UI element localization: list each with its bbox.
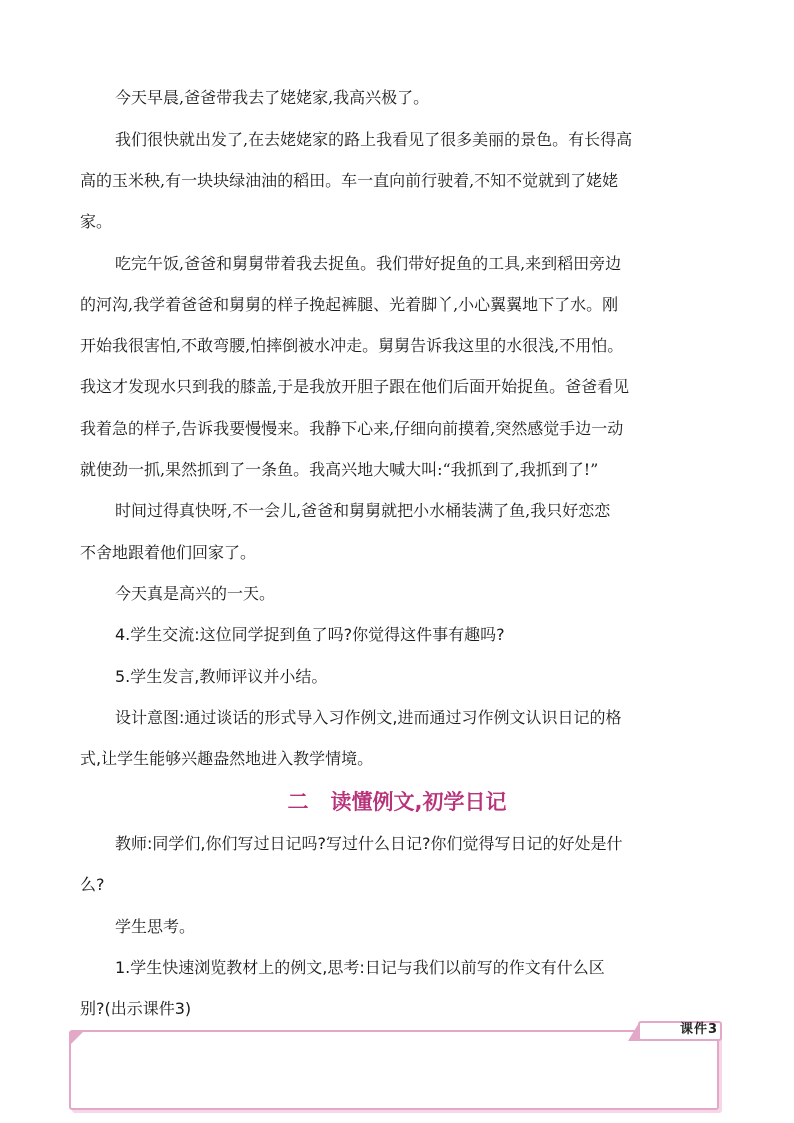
section-number: 二 <box>287 790 309 814</box>
narrative-line: 时间过得真快呀,不一会儿,爸爸和舅舅就把小水桶装满了鱼,我只好恋恋 <box>115 501 611 520</box>
courseware-box <box>69 1030 719 1110</box>
section-title: 读懂例文,初学日记 <box>330 790 507 814</box>
step-5-text: 5.学生发言,教师评议并小结。 <box>115 667 328 686</box>
narrative-line: 就使劲一抓,果然抓到了一条鱼。我高兴地大喊大叫:“我抓到了,我抓到了!” <box>80 460 599 479</box>
teacher-question: 么? <box>80 875 105 894</box>
narrative-line: 的河沟,我学着爸爸和舅舅的样子挽起裤腿、光着脚丫,小心翼翼地下了水。刚 <box>80 295 619 314</box>
narrative-line: 不舍地跟着他们回家了。 <box>80 543 257 562</box>
narrative-line: 今天真是高兴的一天。 <box>115 584 276 603</box>
design-intent-text: 式,让学生能够兴趣盎然地进入教学情境。 <box>80 749 374 768</box>
narrative-line: 我们很快就出发了,在去姥姥家的路上我看见了很多美丽的景色。有长得高 <box>115 130 633 149</box>
section-heading <box>0 788 794 816</box>
narrative-line: 高的玉米秧,有一块块绿油油的稻田。车一直向前行驶着,不知不觉就到了姥姥 <box>80 171 619 190</box>
courseware-box-corner <box>70 1031 84 1045</box>
step-1-text: 1.学生快速浏览教材上的例文,思考:日记与我们以前写的作文有什么区 <box>115 958 605 977</box>
narrative-line: 开始我很害怕,不敢弯腰,怕摔倒被水冲走。舅舅告诉我这里的水很浅,不用怕。 <box>80 336 624 355</box>
narrative-line: 吃完午饭,爸爸和舅舅带着我去捉鱼。我们带好捉鱼的工具,来到稻田旁边 <box>115 254 622 273</box>
step-4-text: 4.学生交流:这位同学捉到鱼了吗?你觉得这件事有趣吗? <box>115 625 505 644</box>
courseware-label: 课件3 <box>679 1022 718 1037</box>
narrative-line: 我着急的样子,告诉我要慢慢来。我静下心来,仔细向前摸着,突然感觉手边一动 <box>80 419 624 438</box>
teacher-question: 教师:同学们,你们写过日记吗?写过什么日记?你们觉得写日记的好处是什 <box>115 834 623 853</box>
student-think-text: 学生思考。 <box>115 917 196 936</box>
narrative-line: 家。 <box>80 212 113 231</box>
design-intent-text: 设计意图:通过谈话的形式导入习作例文,进而通过习作例文认识日记的格 <box>115 708 622 727</box>
narrative-line: 我这才发现水只到我的膝盖,于是我放开胆子跟在他们后面开始捉鱼。爸爸看见 <box>80 377 630 396</box>
narrative-line: 今天早晨,爸爸带我去了姥姥家,我高兴极了。 <box>115 88 430 107</box>
step-1-text: 别?(出示课件3) <box>80 999 192 1018</box>
